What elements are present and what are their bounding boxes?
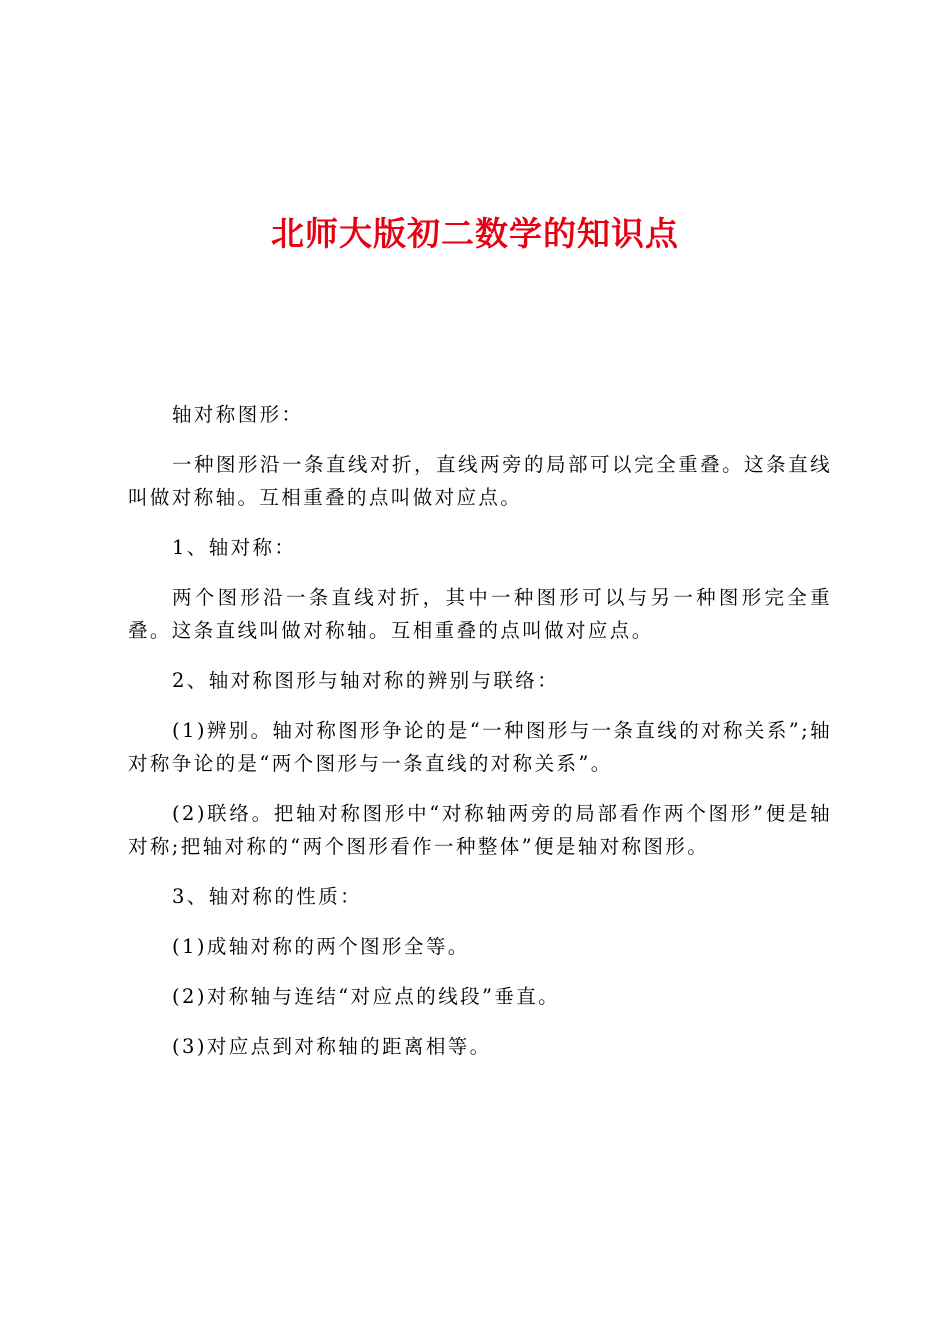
section-heading-2: 2、轴对称图形与轴对称的辨别与联络：	[172, 669, 560, 692]
property-item-2: (2)对称轴与连结“对应点的线段”垂直。	[172, 985, 561, 1008]
property-item-3: (3)对应点到对称轴的距离相等。	[172, 1035, 492, 1058]
paragraph-definition-symmetry: 两个图形沿一条直线对折，其中一种图形可以与另一种图形完全重叠。这条直线叫做对称轴。互相重叠的点叫做对应点。	[128, 586, 832, 642]
paragraph-difference: (1)辨别。轴对称图形争论的是“一种图形与一条直线的对称关系”;轴对称争论的是“两个图形与一条直线的对称关系”。	[128, 719, 832, 775]
section-heading-3: 3、轴对称的性质：	[172, 885, 363, 908]
section-heading-1: 1、轴对称：	[172, 536, 297, 559]
paragraph-definition-figure: 一种图形沿一条直线对折，直线两旁的局部可以完全重叠。这条直线叫做对称轴。互相重叠的点叫做对应点。	[128, 453, 832, 509]
document-title: 北师大版初二数学的知识点	[271, 214, 679, 253]
property-item-1: (1)成轴对称的两个图形全等。	[172, 935, 470, 958]
paragraph-connection: (2)联络。把轴对称图形中“对称轴两旁的局部看作两个图形”便是轴对称;把轴对称的“两个图形看作一种整体”便是轴对称图形。	[128, 802, 832, 858]
section-heading-axial-symmetric-figure: 轴对称图形：	[172, 403, 304, 426]
document-body	[128, 398, 832, 1080]
